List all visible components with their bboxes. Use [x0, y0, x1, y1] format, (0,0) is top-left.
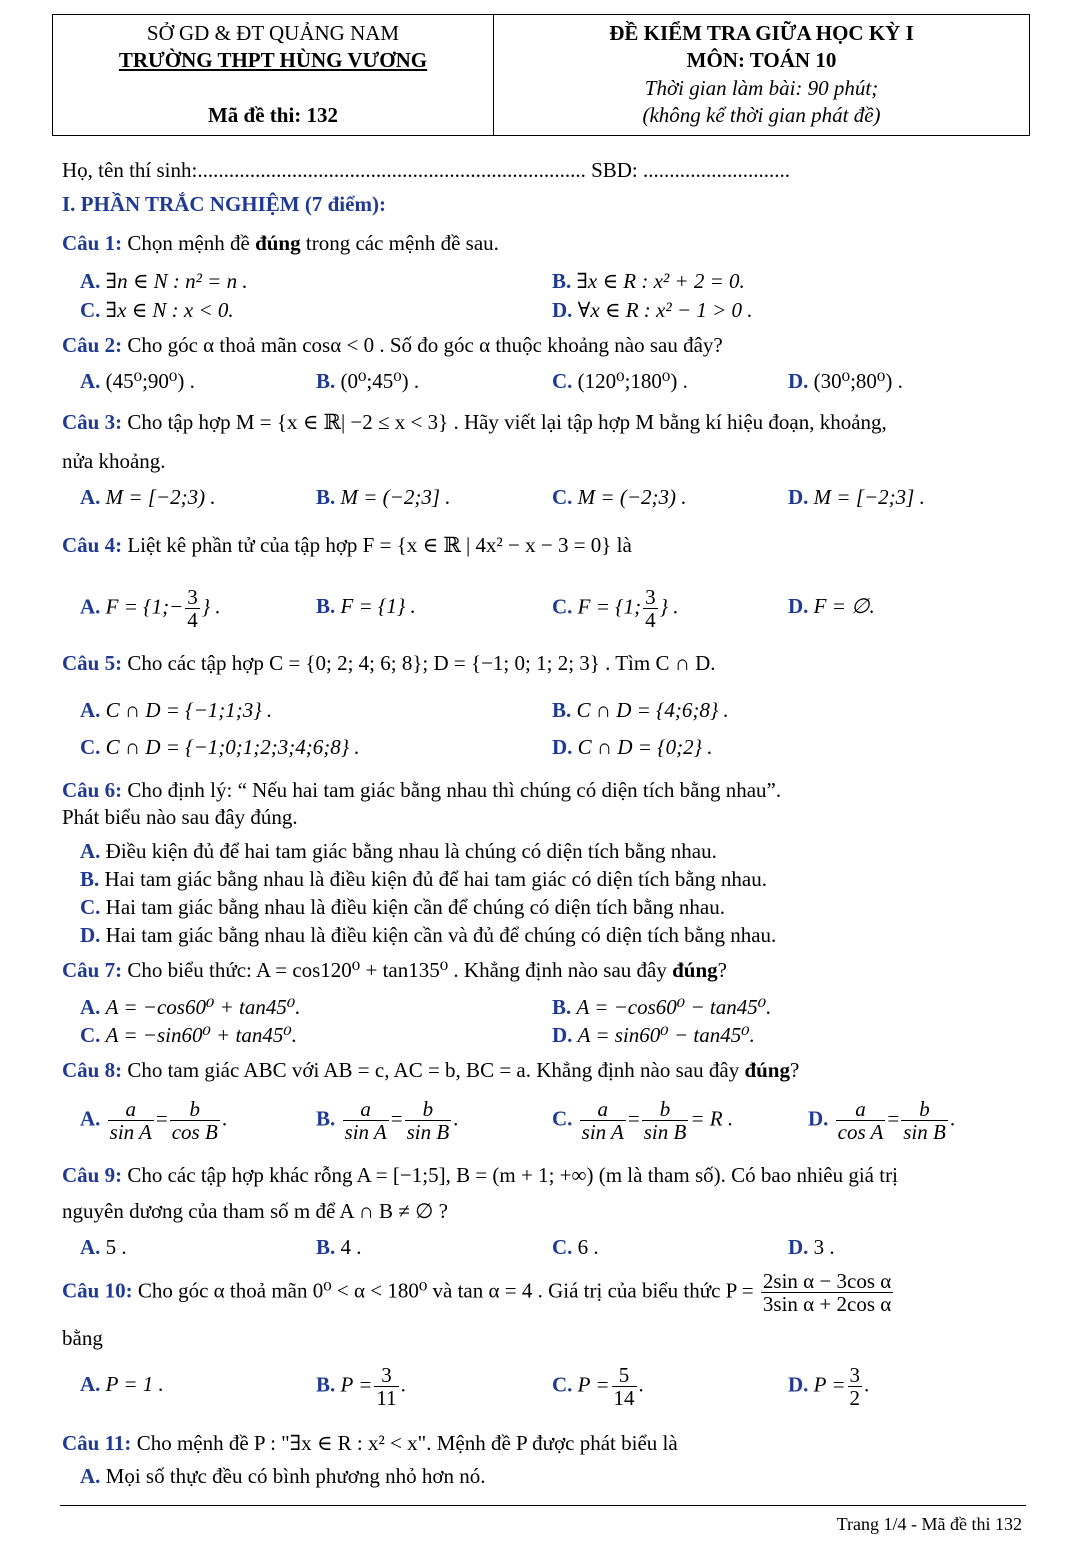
q11-option-a[interactable]: A. Mọi số thực đều có bình phương nhỏ hơn nó. — [80, 1464, 486, 1488]
q6-option-b[interactable]: B. Hai tam giác bằng nhau là điều kiện đủ để hai tam giác có diện tích bằng nhau. — [80, 867, 767, 891]
footer-divider — [60, 1505, 1026, 1506]
question-9-cont: nguyên dương của tham số m để A ∩ B ≠ ∅ ? — [62, 1199, 448, 1223]
q8-option-a[interactable]: A. $\frac{a}{\text{sin A}}$ = $\frac{b}{\text{cos B}}$ . — [80, 1097, 228, 1144]
question-5: Câu 5: Cho các tập hợp C = {0; 2; 4; 6; 8}; D = {−1; 0; 1; 2; 3} . Tìm C ∩ D. — [62, 651, 716, 675]
q4-option-c[interactable]: C. F = {1; $\frac{3}{4}$ } . — [552, 585, 679, 632]
q5-option-c[interactable]: C. C ∩ D = {−1;0;1;2;3;4;6;8} . — [80, 735, 360, 759]
q1-option-c[interactable]: C. ∃x ∈ N : x < 0. — [80, 298, 234, 322]
q3-option-a[interactable]: A. M = [−2;3) . — [80, 485, 216, 509]
question-2: Câu 2: Cho góc α thoả mãn cosα < 0 . Số đo góc α thuộc khoảng nào sau đây? — [62, 333, 723, 357]
q1-option-d[interactable]: D. ∀x ∈ R : x² − 1 > 0 . — [552, 298, 753, 322]
question-1: Câu 1: Chọn mệnh đề đúng trong các mệnh đề sau. — [62, 231, 499, 255]
q7-option-b[interactable]: B. A = −cos60⁰ − tan45⁰. — [552, 995, 772, 1019]
q3-option-b[interactable]: B. M = (−2;3] . — [316, 485, 451, 509]
q3-option-c[interactable]: C. M = (−2;3) . — [552, 485, 687, 509]
q10-option-a[interactable]: A. P = 1 . — [80, 1372, 164, 1396]
q4-option-d[interactable]: D. F = ∅. — [788, 594, 875, 618]
q6-option-c[interactable]: C. Hai tam giác bằng nhau là điều kiện cần để chúng có diện tích bằng nhau. — [80, 895, 725, 919]
q6-option-a[interactable]: A. Điều kiện đủ để hai tam giác bằng nhau là chúng có diện tích bằng nhau. — [80, 839, 717, 863]
q10-option-d[interactable]: D. P = $\frac{3}{2}$ . — [788, 1363, 870, 1410]
question-10-cont: bằng — [62, 1326, 103, 1350]
q9-option-c[interactable]: C. 6 . — [552, 1235, 599, 1259]
page-footer: Trang 1/4 - Mã đề thi 132 — [836, 1514, 1022, 1534]
header-left — [53, 15, 494, 135]
q6-option-d[interactable]: D. Hai tam giác bằng nhau là điều kiện cần và đủ để chúng có diện tích bằng nhau. — [80, 923, 777, 947]
question-3-cont: nửa khoảng. — [62, 449, 166, 473]
q2-option-a[interactable]: A. (45⁰;90⁰) . — [80, 369, 195, 393]
q1-option-b[interactable]: B. ∃x ∈ R : x² + 2 = 0. — [552, 269, 745, 293]
q8-option-c[interactable]: C. $\frac{a}{\text{sin A}}$ = $\frac{b}{\text{sin B}}$ = R . — [552, 1097, 734, 1144]
q9-option-d[interactable]: D. 3 . — [788, 1235, 835, 1259]
question-3: Câu 3: Cho tập hợp M = {x ∈ ℝ| −2 ≤ x < 3} . Hãy viết lại tập hợp M bằng kí hiệu đoạn, khoảng, — [62, 410, 887, 434]
school-name: TRƯỜNG THPT HÙNG VƯƠNG — [118, 48, 428, 72]
q5-option-a[interactable]: A. C ∩ D = {−1;1;3} . — [80, 698, 273, 722]
section-title: I. PHẦN TRẮC NGHIỆM (7 điểm): — [62, 192, 386, 216]
q8-option-d[interactable]: D. $\frac{a}{\text{cos A}}$ = $\frac{b}{\text{sin B}}$ . — [808, 1097, 956, 1144]
q2-option-c[interactable]: C. (120⁰;180⁰) . — [552, 369, 688, 393]
q7-option-d[interactable]: D. A = sin60⁰ − tan45⁰. — [552, 1023, 755, 1047]
exam-title: ĐỀ KIỂM TRA GIỮA HỌC KỲ I — [609, 21, 914, 45]
header-right — [494, 15, 1029, 135]
question-6-cont: Phát biểu nào sau đây đúng. — [62, 805, 298, 829]
student-info-line: Họ, tên thí sinh:.......................................................................... SBD: ............................ — [62, 158, 791, 182]
q10-option-b[interactable]: B. P = $\frac{3}{11}$ . — [316, 1363, 406, 1410]
exam-header — [52, 14, 1030, 136]
question-9: Câu 9: Cho các tập hợp khác rỗng A = [−1;5], B = (m + 1; +∞) (m là tham số). Có bao nhiêu giá trị — [62, 1163, 898, 1187]
q5-option-b[interactable]: B. C ∩ D = {4;6;8} . — [552, 698, 729, 722]
subject: MÔN: TOÁN 10 — [686, 48, 837, 72]
exam-note: (không kể thời gian phát đề) — [642, 103, 881, 127]
q1-option-a[interactable]: A. ∃n ∈ N : n² = n . — [80, 269, 248, 293]
q4-option-b[interactable]: B. F = {1} . — [316, 594, 416, 618]
q9-option-b[interactable]: B. 4 . — [316, 1235, 362, 1259]
exam-code: Mã đề thi: 132 — [207, 103, 339, 127]
q9-option-a[interactable]: A. 5 . — [80, 1235, 127, 1259]
department-name: SỞ GD & ĐT QUẢNG NAM — [146, 21, 400, 45]
q2-option-b[interactable]: B. (0⁰;45⁰) . — [316, 369, 420, 393]
question-10: Câu 10: Cho góc α thoả mãn 0⁰ < α < 180⁰ và tan α = 4 . Giá trị của biểu thức P = $\frac{\text{2sin α − 3cos α}}{\text{3sin α + 2cos α}}$ — [62, 1269, 892, 1316]
question-7: Câu 7: Cho biểu thức: A = cos120⁰ + tan135⁰ . Khẳng định nào sau đây đúng? — [62, 958, 727, 982]
q8-option-b[interactable]: B. $\frac{a}{\text{sin A}}$ = $\frac{b}{\text{sin B}}$ . — [316, 1097, 459, 1144]
q4-option-a[interactable]: A. F = {1;− $\frac{3}{4}$ } . — [80, 585, 221, 632]
exam-time: Thời gian làm bài: 90 phút; — [644, 76, 879, 100]
q5-option-d[interactable]: D. C ∩ D = {0;2} . — [552, 735, 713, 759]
q3-option-d[interactable]: D. M = [−2;3] . — [788, 485, 925, 509]
q2-option-d[interactable]: D. (30⁰;80⁰) . — [788, 369, 903, 393]
q7-option-c[interactable]: C. A = −sin60⁰ + tan45⁰. — [80, 1023, 298, 1047]
question-6: Câu 6: Cho định lý: “ Nếu hai tam giác bằng nhau thì chúng có diện tích bằng nhau”. — [62, 778, 782, 802]
question-4: Câu 4: Liệt kê phần tử của tập hợp F = {x ∈ ℝ | 4x² − x − 3 = 0} là — [62, 533, 632, 557]
q7-option-a[interactable]: A. A = −cos60⁰ + tan45⁰. — [80, 995, 301, 1019]
q10-option-c[interactable]: C. P = $\frac{5}{14}$ . — [552, 1363, 644, 1410]
question-11: Câu 11: Cho mệnh đề P : "∃x ∈ R : x² < x". Mệnh đề P được phát biểu là — [62, 1431, 678, 1455]
question-8: Câu 8: Cho tam giác ABC với AB = c, AC = b, BC = a. Khẳng định nào sau đây đúng? — [62, 1058, 800, 1082]
